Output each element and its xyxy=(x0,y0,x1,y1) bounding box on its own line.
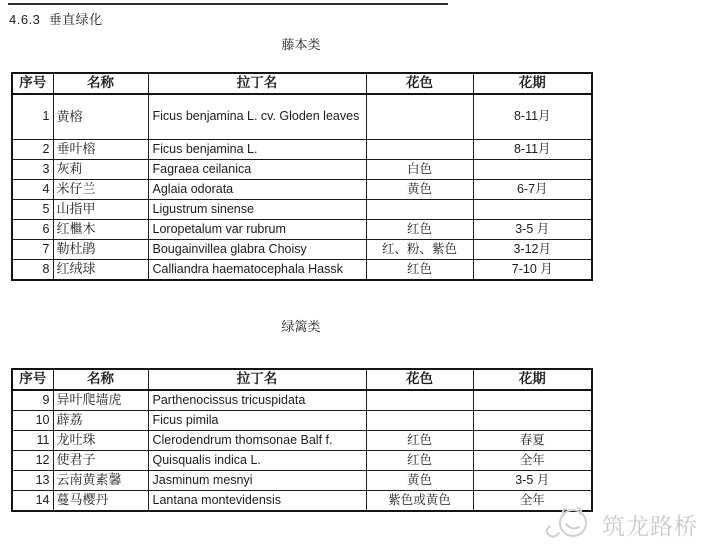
cell-flower-period: 3-5 月 xyxy=(473,220,592,240)
cell-flower-color xyxy=(366,140,473,160)
cell-no: 14 xyxy=(12,491,53,512)
cell-latin: Fagraea ceilanica xyxy=(148,160,366,180)
table-row xyxy=(12,240,592,260)
cell-latin: Ficus pimila xyxy=(148,411,366,431)
cell-name: 红檵木 xyxy=(53,220,148,240)
cell-no: 10 xyxy=(12,411,53,431)
cell-latin: Ligustrum sinense xyxy=(148,200,366,220)
vine-plants-table xyxy=(11,72,593,281)
table-row xyxy=(12,411,592,431)
cell-flower-color xyxy=(366,200,473,220)
cell-no: 5 xyxy=(12,200,53,220)
table-header-row xyxy=(12,73,592,94)
header-flower-color: 花色 xyxy=(366,73,473,94)
cell-latin: Parthenocissus tricuspidata xyxy=(148,390,366,411)
header-flower-period: 花期 xyxy=(473,369,592,390)
cell-flower-period xyxy=(473,390,592,411)
table-row xyxy=(12,200,592,220)
cell-latin: Lantana montevidensis xyxy=(148,491,366,512)
cell-no: 3 xyxy=(12,160,53,180)
table-row xyxy=(12,471,592,491)
section-title: 4.6.3 垂直绿化 xyxy=(9,12,103,27)
cell-flower-color: 红色 xyxy=(366,220,473,240)
cell-flower-color xyxy=(366,411,473,431)
table-row xyxy=(12,431,592,451)
header-name: 名称 xyxy=(53,73,148,94)
table-header-row xyxy=(12,369,592,390)
header-no: 序号 xyxy=(12,73,53,94)
cell-flower-color xyxy=(366,390,473,411)
cell-flower-period: 全年 xyxy=(473,451,592,471)
cell-flower-period: 3-5 月 xyxy=(473,471,592,491)
cell-no: 7 xyxy=(12,240,53,260)
cell-flower-period xyxy=(473,411,592,431)
cell-no: 4 xyxy=(12,180,53,200)
cell-flower-period: 7-10 月 xyxy=(473,260,592,281)
cell-latin: Jasminum mesnyi xyxy=(148,471,366,491)
hedge-plants-table xyxy=(11,368,593,512)
cell-no: 12 xyxy=(12,451,53,471)
cell-name: 龙吐珠 xyxy=(53,431,148,451)
cell-name: 红绒球 xyxy=(53,260,148,281)
header-flower-color: 花色 xyxy=(366,369,473,390)
panda-logo-icon xyxy=(540,502,596,547)
cell-name: 勒杜鹃 xyxy=(53,240,148,260)
cell-name: 灰莉 xyxy=(53,160,148,180)
header-no: 序号 xyxy=(12,369,53,390)
header-latin: 拉丁名 xyxy=(148,369,366,390)
table-row xyxy=(12,160,592,180)
top-rule-divider xyxy=(8,3,448,5)
cell-flower-color: 红色 xyxy=(366,451,473,471)
cell-flower-color: 紫色或黄色 xyxy=(366,491,473,512)
header-name: 名称 xyxy=(53,369,148,390)
table1-caption: 藤本类 xyxy=(281,37,321,52)
cell-flower-color: 红、粉、紫色 xyxy=(366,240,473,260)
table-row xyxy=(12,220,592,240)
cell-name: 使君子 xyxy=(53,451,148,471)
cell-name: 薜荔 xyxy=(53,411,148,431)
cell-flower-period xyxy=(473,160,592,180)
header-flower-period: 花期 xyxy=(473,73,592,94)
table-row xyxy=(12,451,592,471)
cell-latin: Aglaia odorata xyxy=(148,180,366,200)
table-row xyxy=(12,180,592,200)
cell-flower-period: 3-12月 xyxy=(473,240,592,260)
cell-latin: Ficus benjamina L. cv. Gloden leaves xyxy=(148,94,366,140)
cell-flower-color: 黄色 xyxy=(366,180,473,200)
header-latin: 拉丁名 xyxy=(148,73,366,94)
cell-no: 9 xyxy=(12,390,53,411)
table-row xyxy=(12,260,592,281)
table-row xyxy=(12,140,592,160)
cell-flower-period: 6-7月 xyxy=(473,180,592,200)
cell-name: 山指甲 xyxy=(53,200,148,220)
cell-latin: Loropetalum var rubrum xyxy=(148,220,366,240)
cell-flower-color: 黄色 xyxy=(366,471,473,491)
cell-name: 垂叶榕 xyxy=(53,140,148,160)
cell-latin: Ficus benjamina L. xyxy=(148,140,366,160)
cell-flower-color: 红色 xyxy=(366,431,473,451)
cell-latin: Quisqualis indica L. xyxy=(148,451,366,471)
table-row xyxy=(12,390,592,411)
cell-name: 米仔兰 xyxy=(53,180,148,200)
cell-flower-period: 春夏 xyxy=(473,431,592,451)
table-row xyxy=(12,94,592,140)
cell-flower-period xyxy=(473,200,592,220)
cell-no: 8 xyxy=(12,260,53,281)
cell-flower-period: 8-11月 xyxy=(473,140,592,160)
cell-no: 6 xyxy=(12,220,53,240)
cell-latin: Clerodendrum thomsonae Balf f. xyxy=(148,431,366,451)
cell-name: 云南黄素馨 xyxy=(53,471,148,491)
cell-latin: Calliandra haematocephala Hassk xyxy=(148,260,366,281)
watermark xyxy=(540,500,700,548)
cell-flower-color: 白色 xyxy=(366,160,473,180)
table2-caption: 绿篱类 xyxy=(281,319,321,334)
watermark-text: 筑龙路桥 xyxy=(602,512,698,539)
cell-name: 蔓马樱丹 xyxy=(53,491,148,512)
cell-no: 2 xyxy=(12,140,53,160)
cell-flower-color xyxy=(366,94,473,140)
cell-latin: Bougainvillea glabra Choisy xyxy=(148,240,366,260)
cell-no: 13 xyxy=(12,471,53,491)
cell-no: 1 xyxy=(12,94,53,140)
cell-name: 黄榕 xyxy=(53,94,148,140)
cell-flower-period: 全年 xyxy=(473,491,592,512)
table-row xyxy=(12,491,592,512)
cell-flower-color: 红色 xyxy=(366,260,473,281)
cell-name: 异叶爬墙虎 xyxy=(53,390,148,411)
cell-flower-period: 8-11月 xyxy=(473,94,592,140)
cell-no: 11 xyxy=(12,431,53,451)
